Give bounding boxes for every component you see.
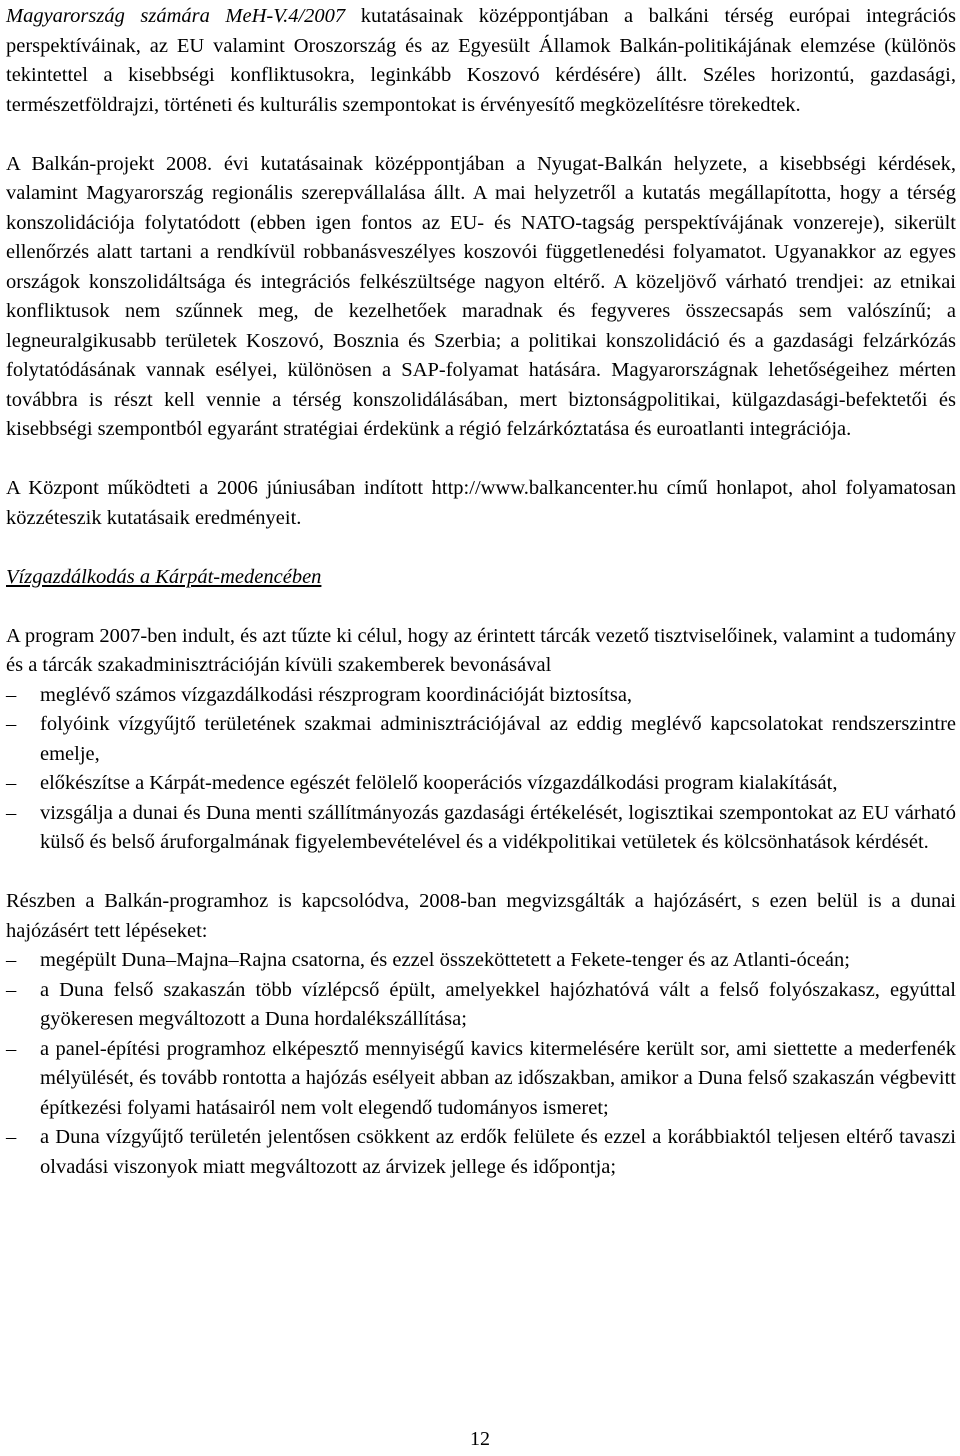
- paragraph-website: A Központ működteti a 2006 júniusában indított http://www.balkancenter.hu című honlapot, ahol folyamatosan közzéteszik kutatásaik eredményeit.: [6, 477, 956, 529]
- list-item-text: a panel-építési programhoz elképesztő mennyiségű kavics kitermelésére került sor, ami siettette a mederfenék mélyülését, és tovább rontotta a hajózás esélyeit abban az időszakban, amikor a Duna felső szakaszán végbevitt építkezési folyami hatásairól nem volt elegendő tudományos ismeret;: [40, 1037, 956, 1119]
- list-item-text: előkészítse a Kárpát-medence egészét felölelő kooperációs vízgazdálkodási program kialakítását,: [40, 772, 838, 794]
- list-item: [6, 976, 956, 1035]
- list-item: [6, 769, 956, 799]
- list-item: [6, 681, 956, 711]
- dash-bullet: –: [6, 949, 17, 971]
- dash-bullet: –: [6, 713, 17, 735]
- section-heading: Vízgazdálkodás a Kárpát-medencében: [6, 565, 322, 588]
- list-item: [6, 1123, 956, 1182]
- list-item-text: a Duna vízgyűjtő területén jelentősen csökkent az erdők felülete és ezzel a korábbiaktól teljesen eltérő tavaszi olvadási viszonyok miatt megváltozott az árvizek jellege és időpontja;: [40, 1126, 956, 1178]
- list-item-text: megépült Duna–Majna–Rajna csatorna, és ezzel összeköttetett a Fekete-tenger és az Atlanti-óceán;: [40, 949, 850, 971]
- dash-bullet: –: [6, 683, 17, 706]
- list-item: [6, 799, 956, 858]
- list-item: [6, 946, 956, 976]
- paragraph-balkan-project-2008: A Balkán-projekt 2008. évi kutatásainak középpontjában a Nyugat-Balkán helyzete, a kisebbségi kérdések, valamint Magyarország regionális szerepvállalása állt. A mai helyzetről a kutatás megállapította, hogy a térség konszolidációja folytatódott (ebben igen fontos az EU- és NATO-tagság perspektívájának vonzereje), sikerült ellenőrzés alatt tartani a rendkívül robbanásveszélyes koszovói függetlenedési folyamatot. Ugyanakkor az egyes országok konszolidáltsága és integrációs felkészültsége nagyon eltérő. A közeljövő várható trendjei: az etnikai konfliktusok nem szűnnek meg, de kezelhetőek maradnak és fegyveres összecsapás sem valószínű; a legneuralgikusabb területek Koszovó, Bosznia és Szerbia; a politikai konszolidáció és a gazdasági felzárkózás folytatódásának vannak esélyei, különösen a SAP-folyamat hatására. Magyarországnak lehetőségeihez mérten továbbra is részt kell vennie a térség konszolidálásában, mert biztonságpolitikai, külgazdasági-befektetői és kisebbségi szempontból egyaránt stratégiai érdekünk a régió felzárkóztatása és euroatlanti integrációja.: [6, 152, 956, 440]
- dash-bullet: –: [6, 801, 17, 824]
- page-number: 12: [470, 1428, 490, 1450]
- dash-bullet: –: [6, 978, 17, 1001]
- dash-bullet: –: [6, 1037, 17, 1060]
- paragraph-navigation: Részben a Balkán-programhoz is kapcsolódva, 2008-ban megvizsgálták a hajózásért, s ezen belül is a dunai hajózásért tett lépéseket:: [6, 890, 956, 942]
- list-item-text: a Duna felső szakaszán több vízlépcső épült, amelyekkel hajózhatóvá vált a felső folyószakasz, egyúttal gyökeresen megváltozott a Duna hordalékszállítása;: [40, 978, 956, 1030]
- paragraph-program-intro: A program 2007-ben indult, és azt tűzte ki célul, hogy az érintett tárcák vezető tisztviselőinek, valamint a tudomány és a tárcák szakadminisztrációján kívüli szakemberek bevonásával: [6, 624, 956, 676]
- list-item-text: folyóink vízgyűjtő területének szakmai adminisztrációjával az eddig meglévő kapcsolatokat rendszerszintre emelje,: [40, 713, 956, 765]
- goals-list: [6, 681, 956, 858]
- document-page: [6, 0, 956, 1182]
- paragraph-balkan-intro: [6, 2, 956, 120]
- navigation-steps-list: [6, 946, 956, 1182]
- list-item: [6, 710, 956, 769]
- list-item-text: meglévő számos vízgazdálkodási részprogram koordinációját biztosítsa,: [40, 683, 633, 706]
- list-item: [6, 1035, 956, 1124]
- dash-bullet: –: [6, 772, 17, 794]
- italic-lead: Magyarország számára MeH-V.4/2007: [6, 5, 346, 27]
- list-item-text: vizsgálja a dunai és Duna menti szállítmányozás gazdasági értékelését, logisztikai szempontokat az EU várható külső és belső áruforgalmának figyelembevételével és a vidékpolitikai vetületek és kölcsönhatások kérdését.: [40, 801, 956, 853]
- dash-bullet: –: [6, 1126, 17, 1148]
- paragraph-text: kutatásainak középpontjában a balkáni térség európai integrációs perspektíváinak, az EU valamint Oroszország és az Egyesült Államok Balkán-politikájának elemzése (különös tekintettel a kisebbségi konfliktusokra, leginkább Koszovó kérdésére) állt. Széles horizontú, gazdasági, természetföldrajzi, történeti és kulturális szempontokat is érvényesítő megközelítésre törekedtek.: [6, 5, 956, 116]
